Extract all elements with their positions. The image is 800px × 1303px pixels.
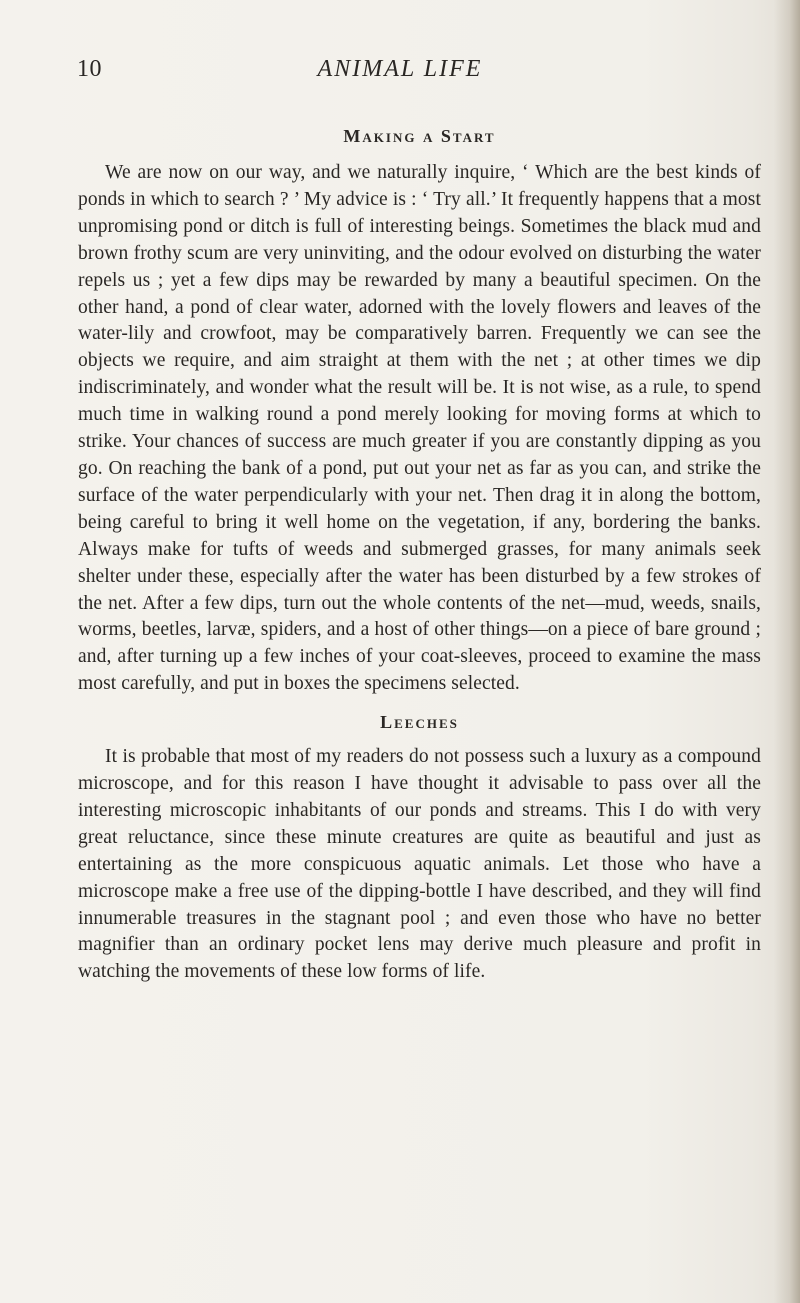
page-number: 10 [77, 56, 102, 82]
running-head [0, 50, 800, 86]
page-edge-shadow [774, 0, 800, 1303]
paragraph-making-a-start: We are now on our way, and we naturally inquire, ‘ Which are the best kinds of ponds in which to search ? ’ My advice is : ‘ Try all.’ It frequently happens that a most unpromising pond or ditch is full of interesting beings. Sometimes the black mud and brown frothy scum are very uninviting, and the odour evolved on disturbing the water repels us ; yet a few dips may be rewarded by many a beautiful specimen. On the other hand, a pond of clear water, adorned with the lovely flowers and leaves of the water-lily and crowfoot, may be comparatively barren. Frequently we can see the objects we require, and aim straight at them with the net ; at other times we dip indiscriminately, and wonder what the result will be. It is not wise, as a rule, to spend much time in walking round a pond merely looking for moving forms at which to strike. Your chances of success are much greater if you are constantly dipping as you go. On reaching the bank of a pond, put out your net as far as you can, and strike the surface of the water perpendicularly with your net. Then drag it in along the bottom, being careful to bring it well home on the vegetation, if any, bordering the banks. Always make for tufts of weeds and submerged grasses, for many animals seek shelter under these, especially after the water has been disturbed by a few strokes of the net. After a few dips, turn out the whole contents of the net—mud, weeds, snails, worms, beetles, larvæ, spiders, and a host of other things—on a piece of bare ground ; and, after turning up a few inches of your coat-sleeves, proceed to examine the mass most carefully, and put in boxes the specimens selected. [78, 162, 761, 695]
running-title: ANIMAL LIFE [317, 56, 483, 82]
section-heading-making-a-start: Making a Start [343, 126, 496, 146]
section-heading-leeches: Leeches [380, 712, 459, 733]
page-content [78, 122, 761, 986]
paragraph-leeches: It is probable that most of my readers do not possess such a luxury as a compound microscope, and for this reason I have thought it advisable to pass over all the interesting microscopic inhabitants of our ponds and streams. This I do with very great reluctance, since these minute creatures are quite as beautiful and just as entertaining as the more conspicuous aquatic animals. Let those who have a microscope make a free use of the dipping-bottle I have described, and they will find innumerable treasures in the stagnant pool ; and even those who have no better magnifier than an ordinary pocket lens may derive much pleasure and profit in watching the movements of these low forms of life. [78, 746, 761, 983]
